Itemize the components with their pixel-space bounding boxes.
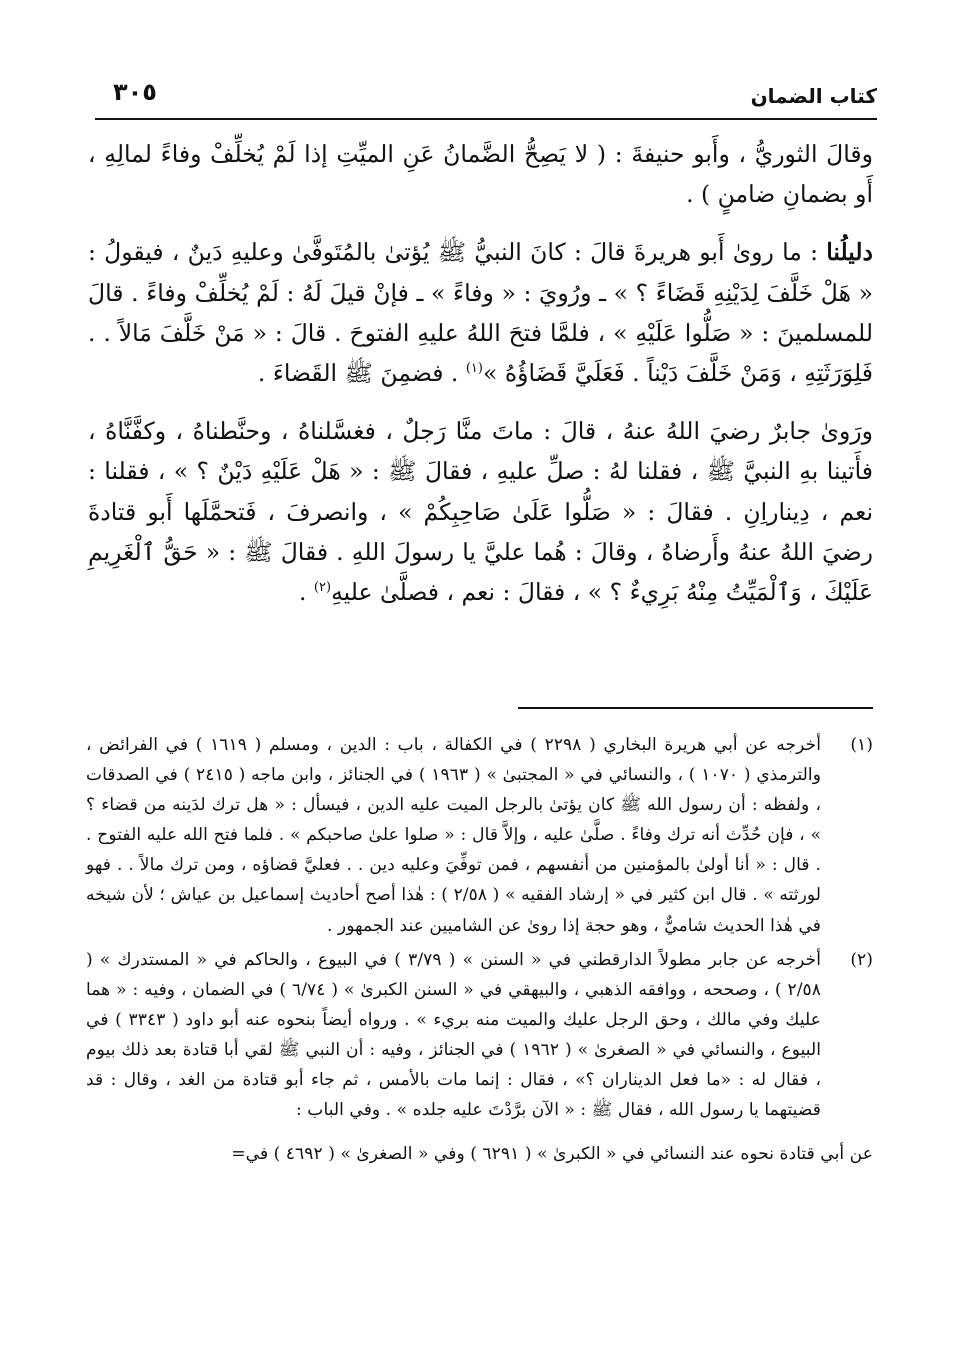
main-text <box>88 134 873 612</box>
paragraph-evidence <box>88 232 873 393</box>
paragraph-text: : ما روىٰ أَبو هريرةَ قالَ : كانَ النبيُّ ﷺ يُؤتىٰ بالمُتَوفَّىٰ وعليهِ دَينٌ ، فيقولُ : « هَلْ خَلَّفَ لِدَيْنِهِ قَضَاءً ؟ » ـ ورُويَ : « وفاءً » ـ فإنْ قيلَ لَهُ : لَمْ يُخلِّفْ وفاءً . قالَ للمسلمينَ : « صَلُّوا عَلَيْهِ » ، فلمَّا فتحَ اللهُ عليهِ الفتوحَ . قالَ : « مَنْ خَلَّفَ مَالاً . . فَلِوَرَثَتِهِ ، وَمَنْ خَلَّفَ دَيْناً . فَعَلَيَّ قَضَاؤُهُ » <box>88 238 873 388</box>
paragraph-text: ورَوىٰ جابرٌ رضيَ اللهُ عنهُ ، قالَ : ماتَ منَّا رَجلٌ ، فغسَّلناهُ ، وحنَّطناهُ ، وكفَّنَّاهُ ، فأَتينا بهِ النبيَّ ﷺ ، فقلنا لهُ : صلِّ عليهِ ، فقالَ ﷺ : « هَلْ عَلَيْهِ دَيْنٌ ؟ » ، فقلنا : نعم ، دِيناراِنِ . فقالَ : « صَلُّوا عَلَىٰ صَاحِبِكُمْ » ، وانصرفَ ، فَتحمَّلَها أَبو قتادةَ رضيَ اللهُ عنهُ وأَرضاهُ ، وقالَ : هُما عليَّ يا رسولَ اللهِ . فقالَ ﷺ : « حَقُّ ٱلْغَرِيمِ عَلَيْكَ ، وَٱلْمَيِّتُ مِنْهُ بَرِيءٌ ؟ » ، فقالَ : نعم ، فصلَّىٰ عليهِ <box>88 417 873 607</box>
page-header <box>95 78 877 114</box>
footnote-text: أخرجه عن أبي هريرة البخاري ( ٢٢٩٨ ) في الكفالة ، باب : الدين ، ومسلم ( ١٦١٩ ) في الفرائض ، والترمذي ( ١٠٧٠ ) ، والنسائي في « المجتبىٰ » ( ١٩٦٣ ) في الجنائز ، وابن ماجه ( ٢٤١٥ ) في الصدقات ، ولفظه : أن رسول الله ﷺ كان يؤتىٰ بالرجل الميت عليه الدين ، فيسأل : « هل ترك لدَينه من قضاء ؟ » ، فإن حُدِّث أنه ترك وفاءً . صلَّىٰ عليه ، وإلاَّ قال : « صلوا علىٰ صاحبكم » . فلما فتح الله عليه الفتوح . . قال : « أنا أولىٰ بالمؤمنين من أنفسهم ، فمن توفِّيَ وعليه دين . . فعليَّ قضاؤه ، ومن ترك مالاً . . فهو لورثته » . قال ابن كثير في « إرشاد الفقيه » ( ٢/٥٨ ) : هٰذا أصح أحاديث إسماعيل بن عياش ؛ لأن شيخه في هٰذا الحديث شاميٌّ ، وهو حجة إذا روىٰ عن الشاميين عند الجمهور . <box>86 735 821 936</box>
footnote-continuation: عن أبي قتادة نحوه عند النسائي في « الكبرىٰ » ( ٦٢٩١ ) وفي « الصغرىٰ » ( ٤٦٩٢ ) في= <box>231 1144 873 1165</box>
paragraph-thawri <box>88 134 873 214</box>
running-title: كتاب الضمان <box>750 84 877 108</box>
footnote-ref-2[interactable]: (٢) <box>313 580 332 596</box>
footnotes <box>86 730 873 1169</box>
footnote-separator <box>518 707 873 709</box>
footnote-number: (١) <box>850 735 873 755</box>
footnote-2 <box>86 945 873 1126</box>
paragraph-text: . فضمِنَ ﷺ القَضاءَ . <box>257 359 466 388</box>
evidence-heading: دليلُنا <box>826 238 873 267</box>
paragraph-jabir <box>88 411 873 612</box>
page-number: ٣٠٥ <box>113 78 157 106</box>
header-rule <box>95 118 877 120</box>
footnote-number: (٢) <box>850 949 873 970</box>
paragraph-text: وقالَ الثوريُّ ، وأَبو حنيفةَ : ( لا يَصِحُّ الضَّمانُ عَنِ الميِّتِ إذا لَمْ يُخلِّفْ وفاءً لمالِهِ ، أَو بضمانِ ضامنٍ ) . <box>88 140 873 209</box>
footnote-1 <box>86 730 873 941</box>
footnote-ref-1[interactable]: (١) <box>465 361 483 377</box>
paragraph-text: . <box>298 578 314 607</box>
footnote-text: أخرجه عن جابر مطولاً الدارقطني في « السنن » ( ٣/٧٩ ) في البيوع ، والحاكم في « المستدرك » ( ٢/٥٨ ) ، وصححه ، ووافقه الذهبي ، والبيهقي في « السنن الكبرىٰ » ( ٦/٧٤ ) في الضمان ، وفيه : « هما عليك وفي مالك ، وحق الرجل عليك والميت منه بريء » . ورواه أيضاً بنحوه عنه أبو داود ( ٣٣٤٣ ) في البيوع ، والنسائي في « الصغرىٰ » ( ١٩٦٢ ) في الجنائز ، وفيه : أن النبي ﷺ لقي أبا قتادة بعد ذلك بيوم ، فقال له : «ما فعل الديناران ؟» ، فقال : إنما مات بالأمس ، ثم جاء أبو قتادة من الغد ، وقال : قد قضيتهما يا رسول الله ، فقال ﷺ : « الآن برَّدْتَ عليه جلده » . وفي الباب : <box>86 949 822 1121</box>
